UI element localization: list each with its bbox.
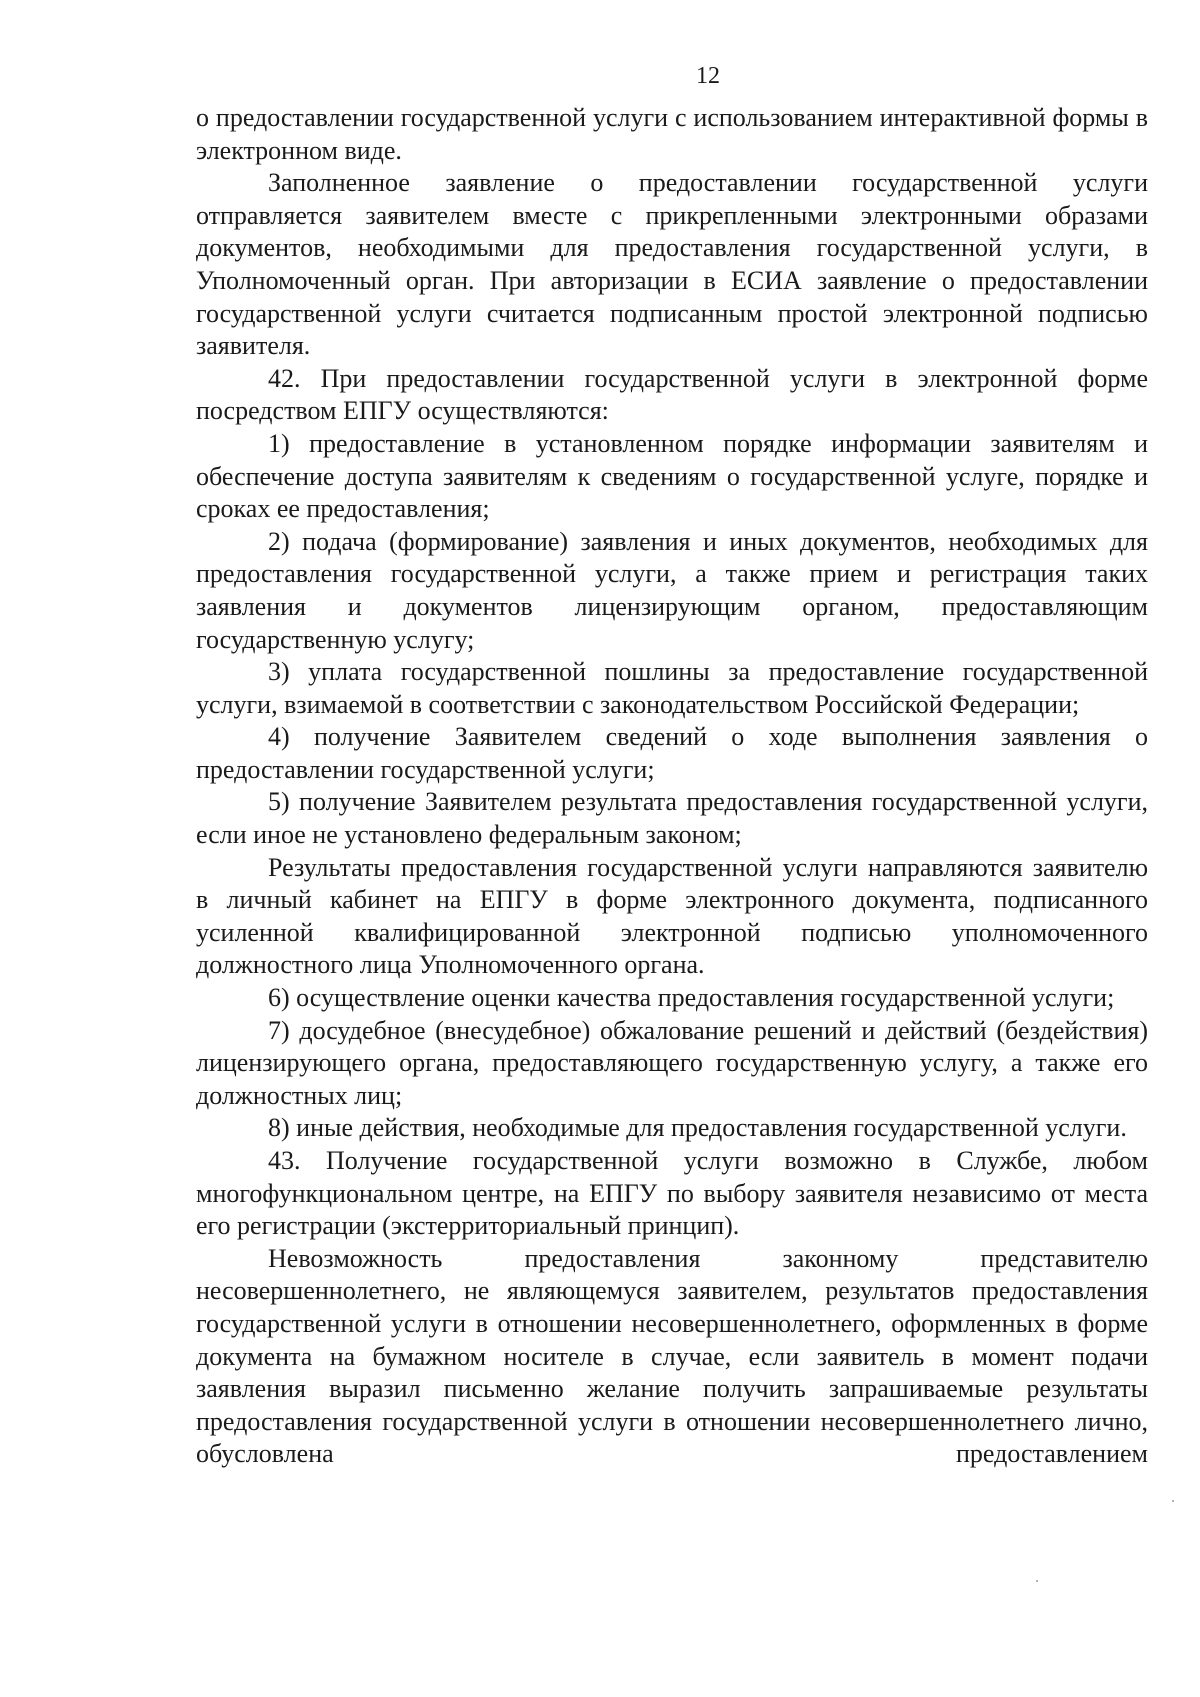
list-item-3: 3) уплата государственной пошлины за предоставление государственной услуги, взимаемой в соответствии с законодательством Российской Федерации; (196, 657, 1148, 719)
list-item-6: 6) осуществление оценки качества предоставления государственной услуги; (268, 983, 1115, 1013)
list-item-7: 7) досудебное (внесудебное) обжалование решений и действий (бездействия) лицензирующего органа, предоставляющего государственную услугу, а также его должностных лиц; (196, 1015, 1148, 1110)
scan-speck (1172, 1500, 1174, 1502)
list-item-4: 4) получение Заявителем сведений о ходе выполнения заявления о предоставлении государственной услуги; (196, 722, 1148, 784)
paragraph-clause-43: 43. Получение государственной услуги возможно в Службе, любом многофункциональном центре, на ЕПГУ по выбору заявителя независимо от места его регистрации (экстерриториальный принцип). (196, 1146, 1148, 1241)
paragraph-impossibility: Невозможность предоставления законному представителю несовершеннолетнего, не являющемуся заявителем, результатов предоставления государственной услуги в отношении несовершеннолетнего, оформленных в форме документа на бумажном носителе в случае, если заявитель в момент подачи заявления выразил письменно желание получить запрашиваемые результаты предоставления государственной услуги в отношении несовершеннолетнего лично, обусловлена предоставлением (196, 1243, 1148, 1469)
paragraph-filled-application: Заполненное заявление о предоставлении государственной услуги отправляется заявителем вместе с прикрепленными электронными образами документов, необходимыми для предоставления государственной услуги, в Уполномоченный орган. При авторизации в ЕСИА заявление о предоставлении государственной услуги считается подписанным простой электронной подписью заявителя. (196, 168, 1148, 361)
list-item-1: 1) предоставление в установленном порядке информации заявителям и обеспечение доступа заявителям к сведениям о государственной услуге, порядке и сроках ее предоставления; (196, 428, 1148, 524)
body-text (196, 102, 1148, 1471)
list-item-5: 5) получение Заявителем результата предоставления государственной услуги, если иное не установлено федеральным законом; (196, 787, 1148, 850)
paragraph-continuation: о предоставлении государственной услуги с использованием интерактивной формы в электронном виде. (196, 103, 1148, 165)
paragraph-results: Результаты предоставления государственной услуги направляются заявителю в личный кабинет на ЕПГУ в форме электронного документа, подписанного усиленной квалифицированной электронной подписью уполномоченного должностного лица Уполномоченного органа. (196, 852, 1148, 980)
scan-speck (1036, 1580, 1038, 1582)
paragraph-clause-42: 42. При предоставлении государственной услуги в электронной форме посредством ЕПГУ осуществляются: (196, 363, 1148, 426)
list-item-2: 2) подача (формирование) заявления и иных документов, необходимых для предоставления государственной услуги, а также прием и регистрация таких заявления и документов лицензирующим органом, предоставляющим государственную услугу; (196, 526, 1148, 654)
page-number: 12 (696, 63, 720, 89)
list-item-8: 8) иные действия, необходимые для предоставления государственной услуги. (268, 1113, 1127, 1143)
